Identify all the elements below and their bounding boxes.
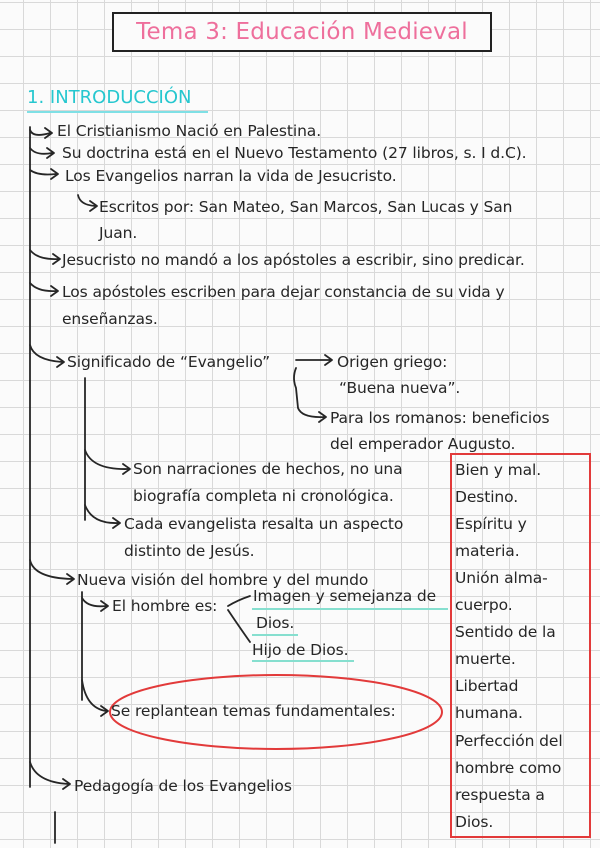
box-line: Dios. bbox=[455, 813, 494, 831]
note-line: Pedagogía de los Evangelios bbox=[74, 777, 292, 795]
note-line: Imagen y semejanza de bbox=[253, 587, 437, 605]
box-line: Perfección del bbox=[455, 732, 563, 750]
note-line: enseñanzas. bbox=[62, 310, 158, 328]
note-line: Escritos por: San Mateo, San Marcos, San Lucas y San bbox=[99, 198, 513, 216]
note-line: Origen griego: bbox=[337, 353, 448, 371]
note-line: Significado de “Evangelio” bbox=[67, 353, 271, 371]
note-line: “Buena nueva”. bbox=[339, 379, 461, 397]
box-line: Unión alma- bbox=[455, 569, 548, 587]
note-line: Los Evangelios narran la vida de Jesucristo. bbox=[65, 167, 397, 185]
note-line: El hombre es: bbox=[112, 597, 218, 615]
note-line: Los apóstoles escriben para dejar constancia de su vida y bbox=[62, 283, 505, 301]
note-line: distinto de Jesús. bbox=[124, 542, 255, 560]
box-line: Espíritu y bbox=[455, 515, 527, 533]
topics-box bbox=[450, 453, 591, 838]
note-line: Hijo de Dios. bbox=[252, 641, 349, 659]
note-line: biografía completa ni cronológica. bbox=[133, 487, 394, 505]
note-line: El Cristianismo Nació en Palestina. bbox=[57, 122, 322, 140]
box-line: Sentido de la bbox=[455, 623, 556, 641]
note-line: Son narraciones de hechos, no una bbox=[133, 460, 403, 478]
note-line: Se replantean temas fundamentales: bbox=[111, 702, 396, 720]
note-line: Su doctrina está en el Nuevo Testamento (27 libros, s. I d.C). bbox=[62, 144, 527, 162]
note-line: Juan. bbox=[99, 224, 138, 242]
note-line: Jesucristo no mandó a los apóstoles a escribir, sino predicar. bbox=[62, 251, 525, 269]
note-line: Dios. bbox=[256, 614, 295, 632]
page-title: Tema 3: Educación Medieval bbox=[136, 19, 468, 45]
section-heading: 1. INTRODUCCIÓN bbox=[27, 87, 192, 108]
note-line: Para los romanos: beneficios bbox=[330, 409, 550, 427]
box-line: Bien y mal. bbox=[455, 461, 542, 479]
box-line: respuesta a bbox=[455, 786, 545, 804]
note-line: del emperador Augusto. bbox=[330, 435, 516, 453]
note-line: Nueva visión del hombre y del mundo bbox=[77, 571, 369, 589]
note-line: Cada evangelista resalta un aspecto bbox=[124, 515, 404, 533]
box-line: humana. bbox=[455, 704, 523, 722]
box-line: cuerpo. bbox=[455, 596, 513, 614]
box-line: Destino. bbox=[455, 488, 519, 506]
box-line: Libertad bbox=[455, 677, 519, 695]
box-line: muerte. bbox=[455, 650, 516, 668]
box-line: materia. bbox=[455, 542, 520, 560]
box-line: hombre como bbox=[455, 759, 562, 777]
